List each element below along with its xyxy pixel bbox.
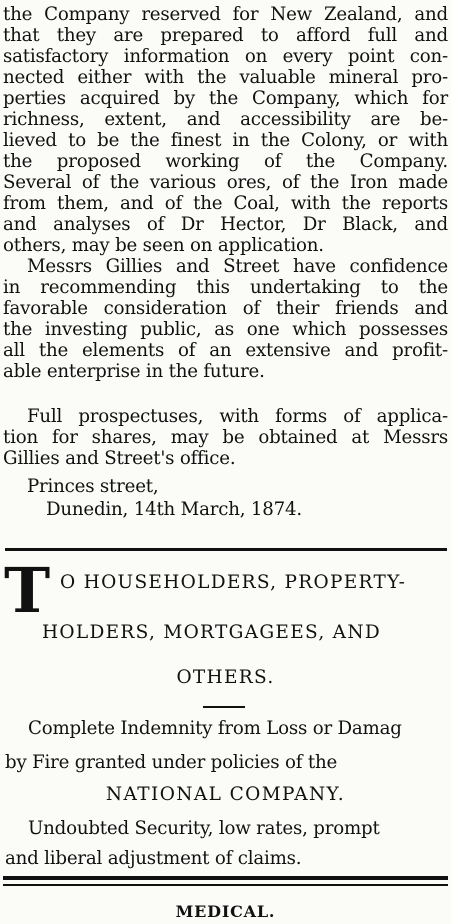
text-line: the proposed working of the Company. [3,151,448,172]
advert-heading-line: O HOUSEHOLDERS, PROPERTY- [60,572,407,593]
text-line: Messrs Gillies and Street have confidence [27,256,448,277]
text-line: the investing public, as one which possesses [3,319,448,340]
text-line: favorable consideration of their friends and [3,298,448,319]
text-line: nected either with the valuable mineral pro- [3,67,448,88]
double-rule-bottom [3,884,448,886]
text-line: tion for shares, may be obtained at Messrs [3,427,448,448]
text-line: able enterprise in the future. [3,361,265,382]
text-line: Gillies and Street's office. [3,448,236,469]
text-line: that they are prepared to afford full and [3,25,448,46]
advert-heading-line: OTHERS. [176,667,275,688]
text-line: all the elements of an extensive and profit- [3,340,448,361]
advert-body-line: Complete Indemnity from Loss or Damag [28,718,402,739]
text-line: and analyses of Dr Hector, Dr Black, and [3,214,448,235]
section-heading: MEDICAL. [175,902,276,921]
text-line: from them, and of the Coal, with the reports [3,193,448,214]
advert-body-line: and liberal adjustment of claims. [5,848,302,869]
text-line: in recommending this undertaking to the [3,277,448,298]
advert-body-line: by Fire granted under policies of the [5,752,338,773]
drop-cap: T [4,554,51,627]
double-rule-top [3,876,448,880]
short-rule [203,706,245,708]
text-line: the Company reserved for New Zealand, and [3,4,448,25]
text-line: Full prospectuses, with forms of applica- [27,406,448,427]
advert-body-line: Undoubted Security, low rates, prompt [28,818,380,839]
text-line: satisfactory information on every point con- [3,46,448,67]
text-line: lieved to be the finest in the Colony, or with [3,130,448,151]
address-line: Princes street, [27,476,159,497]
text-line: Several of the various ores, of the Iron made [3,172,448,193]
text-line: richness, extent, and accessibility are be- [3,109,448,130]
section-rule [5,548,447,551]
advert-heading-line: HOLDERS, MORTGAGEES, AND [42,622,381,643]
date-line: Dunedin, 14th March, 1874. [46,499,302,520]
company-name: NATIONAL COMPANY. [105,784,346,805]
text-line: perties acquired by the Company, which for [3,88,448,109]
text-line: others, may be seen on application. [3,235,324,256]
